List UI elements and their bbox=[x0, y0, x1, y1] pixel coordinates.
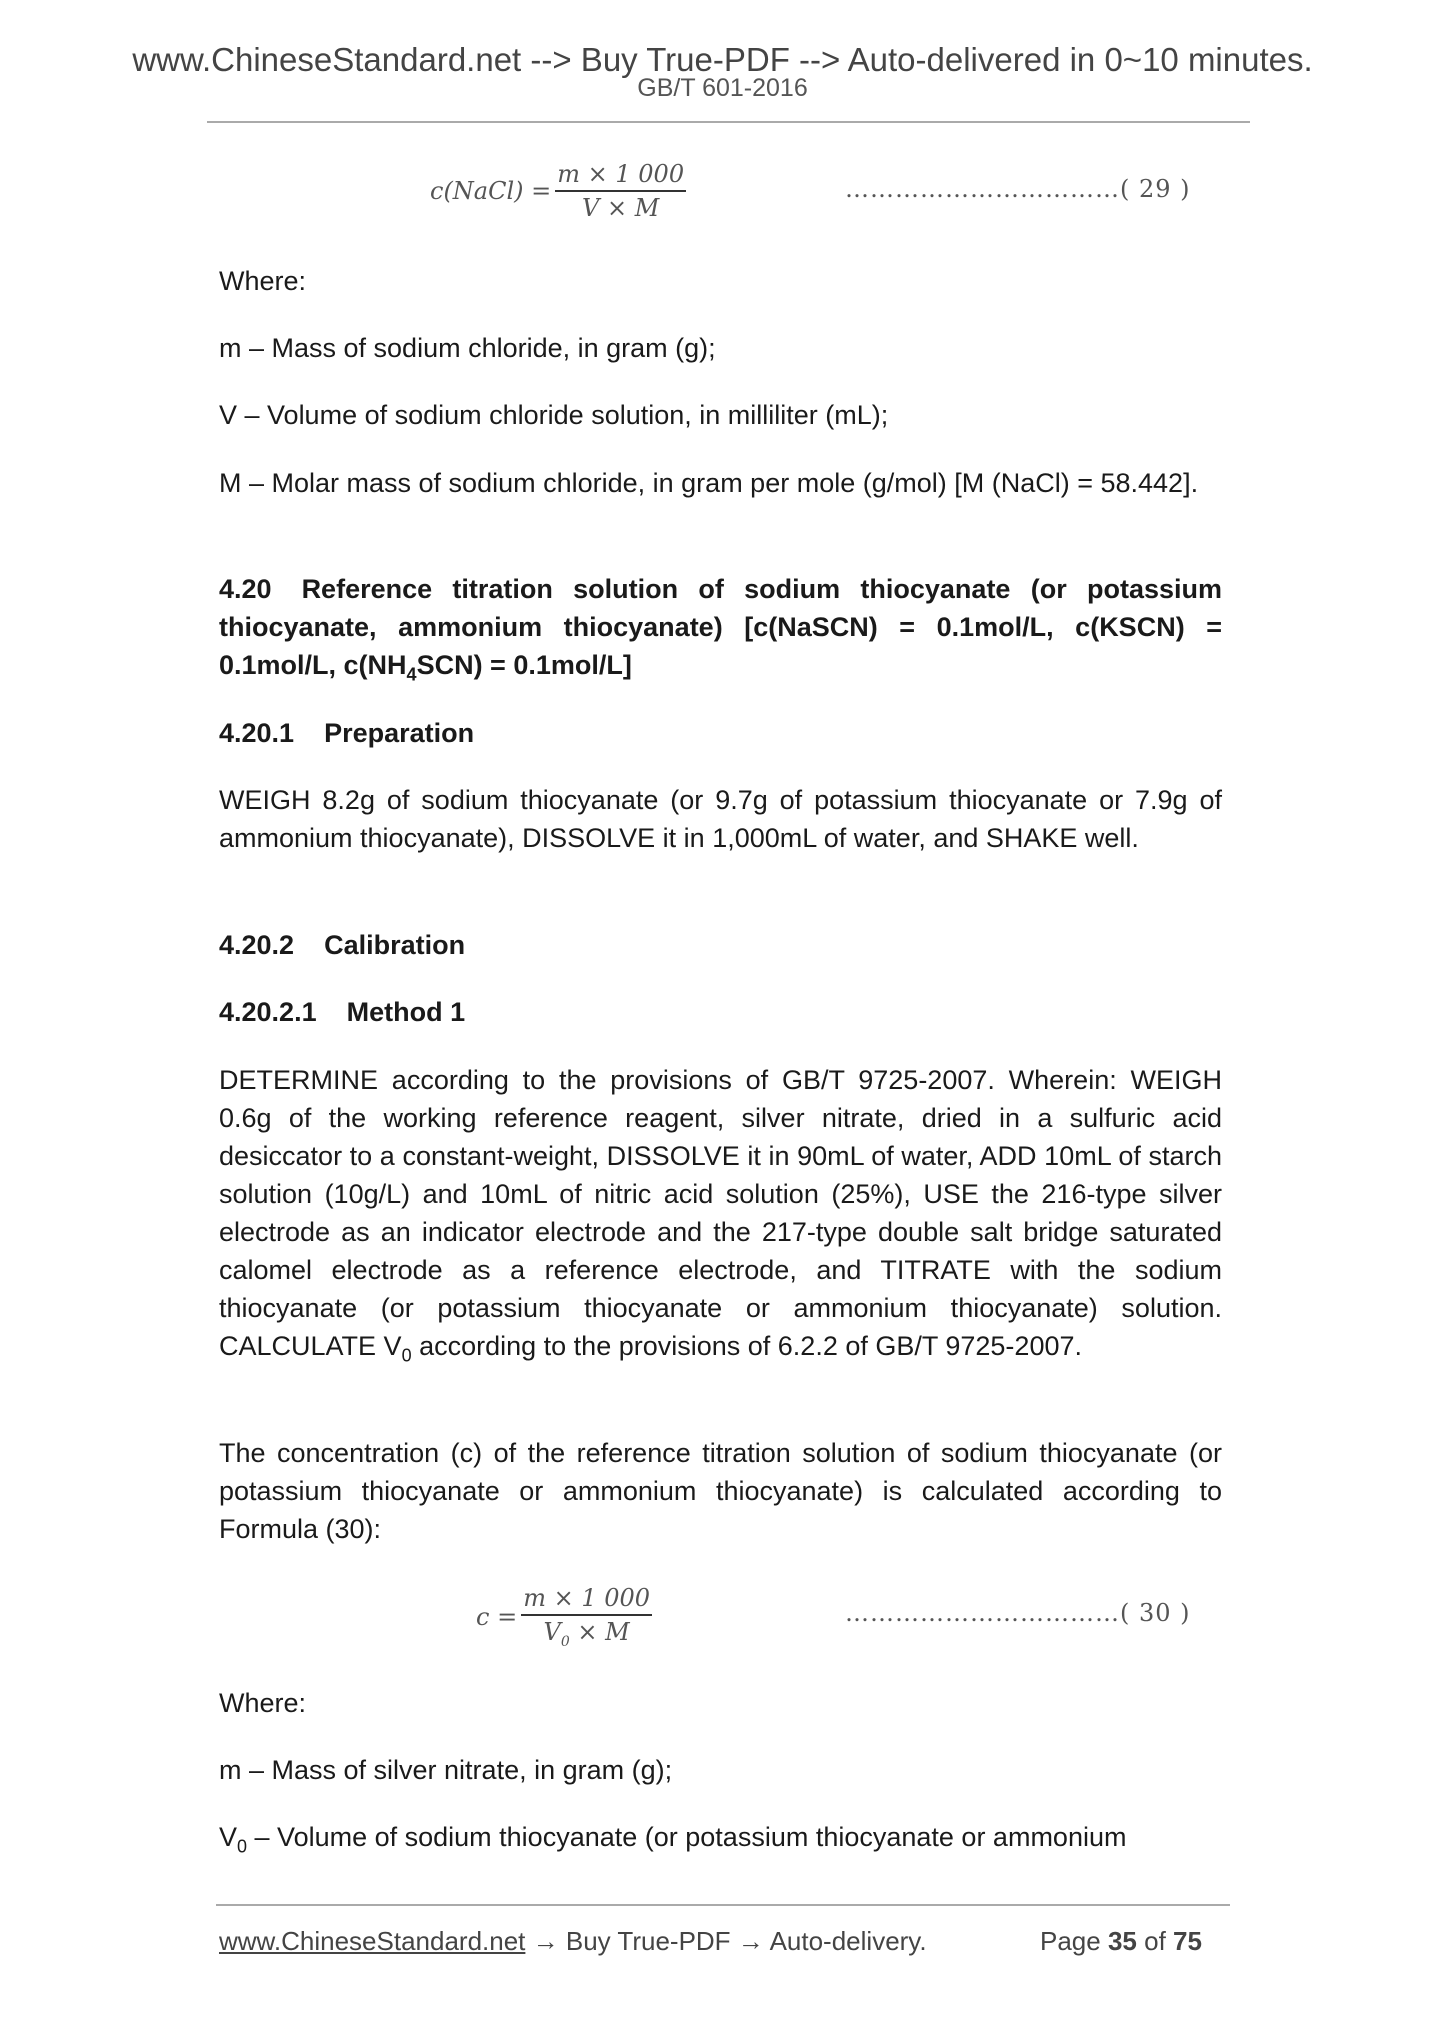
section-4-20-1-heading bbox=[219, 714, 1222, 752]
subscript: 4 bbox=[406, 664, 417, 685]
equation-number: ( 29 ) bbox=[1120, 175, 1191, 203]
formula-29-number bbox=[845, 175, 1191, 203]
section-title: Preparation bbox=[324, 718, 475, 748]
of-label: of bbox=[1144, 1926, 1166, 1956]
leader-dots: …………………………… bbox=[845, 175, 1120, 203]
section-number: 4.20 bbox=[219, 574, 272, 604]
section-number: 4.20.2.1 bbox=[219, 997, 317, 1027]
formula-lhs: c = bbox=[476, 1602, 518, 1631]
concentration-text: The concentration (c) of the reference titration solution of sodium thiocyanate (or potassium thiocyanate or ammonium thiocyanate) is calculated according to Formula (30): bbox=[219, 1438, 1222, 1544]
formula-denominator: V × M bbox=[582, 194, 660, 222]
section-4-20-2-heading bbox=[219, 926, 1222, 964]
formula-denominator bbox=[544, 1616, 630, 1650]
header-divider bbox=[207, 121, 1250, 123]
page-total: 75 bbox=[1173, 1926, 1202, 1956]
section-title: Calibration bbox=[324, 930, 466, 960]
footer-divider bbox=[216, 1904, 1230, 1906]
formula-lhs: c(NaCl) = bbox=[430, 177, 552, 205]
def-V: V – Volume of sodium chloride solution, in milliliter (mL); bbox=[219, 400, 889, 430]
section-4-20-2-1-heading bbox=[219, 993, 1222, 1031]
equation-number: ( 30 ) bbox=[1120, 1599, 1191, 1627]
text: V bbox=[219, 1822, 238, 1852]
def-M: M – Molar mass of sodium chloride, in gram per mole (g/mol) [M (NaCl) = 58.442]. bbox=[219, 468, 1199, 498]
text: V bbox=[543, 1618, 561, 1646]
footer-link[interactable]: www.ChineseStandard.net bbox=[219, 1926, 526, 1956]
text: DETERMINE according to the provisions of GB/T 9725-2007. Wherein: WEIGH 0.6g of the working reference reagent, silver nitrate, dried in a sulfuric acid desiccator to a constant-weight, DISSOLVE it in 90mL of water, ADD 10mL of starch solution (10g/L) and 10mL of nitric acid solution (25%), USE the 216-type silver electrode as an indicator electrode and the 217-type double salt bridge saturated calomel electrode as a reference electrode, and TITRATE with the sodium thiocyanate (or potassium thiocyanate or ammonium thiocyanate) solution. CALCULATE V bbox=[219, 1065, 1222, 1361]
leader-dots: …………………………… bbox=[845, 1599, 1120, 1627]
text: according to the provisions of 6.2.2 of GB/T 9725-2007. bbox=[411, 1331, 1082, 1361]
subscript: 0 bbox=[560, 1633, 570, 1650]
page-indicator bbox=[1040, 1923, 1202, 1959]
section-title: Reference titration solution of sodium thiocyanate (or potassium thiocyanate, ammonium thiocyanate) [c(NaSCN) = 0.1mol/L, c(KSCN) = 0.1mol/L, c(NH bbox=[219, 574, 1222, 680]
where-label: Where: bbox=[219, 1688, 307, 1718]
text: – Volume of sodium thiocyanate (or potassium thiocyanate or ammonium bbox=[247, 1822, 1127, 1852]
section-number: 4.20.2 bbox=[219, 930, 295, 960]
section-number: 4.20.1 bbox=[219, 718, 295, 748]
section-title: Method 1 bbox=[346, 997, 466, 1027]
where-label: Where: bbox=[219, 266, 307, 296]
section-title-end: SCN) = 0.1mol/L] bbox=[416, 650, 632, 680]
def-m: m – Mass of silver nitrate, in gram (g); bbox=[219, 1755, 673, 1785]
subscript: 0 bbox=[237, 1836, 248, 1857]
formula-30-number bbox=[845, 1599, 1191, 1627]
section-4-20-heading bbox=[219, 570, 1222, 693]
def-V0 bbox=[219, 1818, 1222, 1865]
page-number: 35 bbox=[1107, 1926, 1137, 1956]
header-banner: www.ChineseStandard.net --> Buy True-PDF --> Auto-delivered in 0~10 minutes. bbox=[132, 41, 1313, 78]
formula-30 bbox=[476, 1584, 652, 1650]
footer-text: → Buy True-PDF → Auto-delivery. bbox=[525, 1926, 927, 1956]
formula-29 bbox=[430, 160, 686, 222]
page-label: Page bbox=[1040, 1926, 1101, 1956]
standard-code: GB/T 601-2016 bbox=[637, 74, 808, 102]
method-1-text bbox=[219, 1061, 1222, 1374]
formula-numerator: m × 1 000 bbox=[555, 160, 686, 192]
footer-note bbox=[219, 1923, 927, 1959]
preparation-text: WEIGH 8.2g of sodium thiocyanate (or 9.7g of potassium thiocyanate or 7.9g of ammonium thiocyanate), DISSOLVE it in 1,000mL of water, and SHAKE well. bbox=[219, 785, 1222, 853]
text: × M bbox=[569, 1618, 630, 1646]
formula-numerator: m × 1 000 bbox=[521, 1584, 652, 1616]
subscript: 0 bbox=[401, 1345, 412, 1366]
def-m: m – Mass of sodium chloride, in gram (g); bbox=[219, 333, 716, 363]
